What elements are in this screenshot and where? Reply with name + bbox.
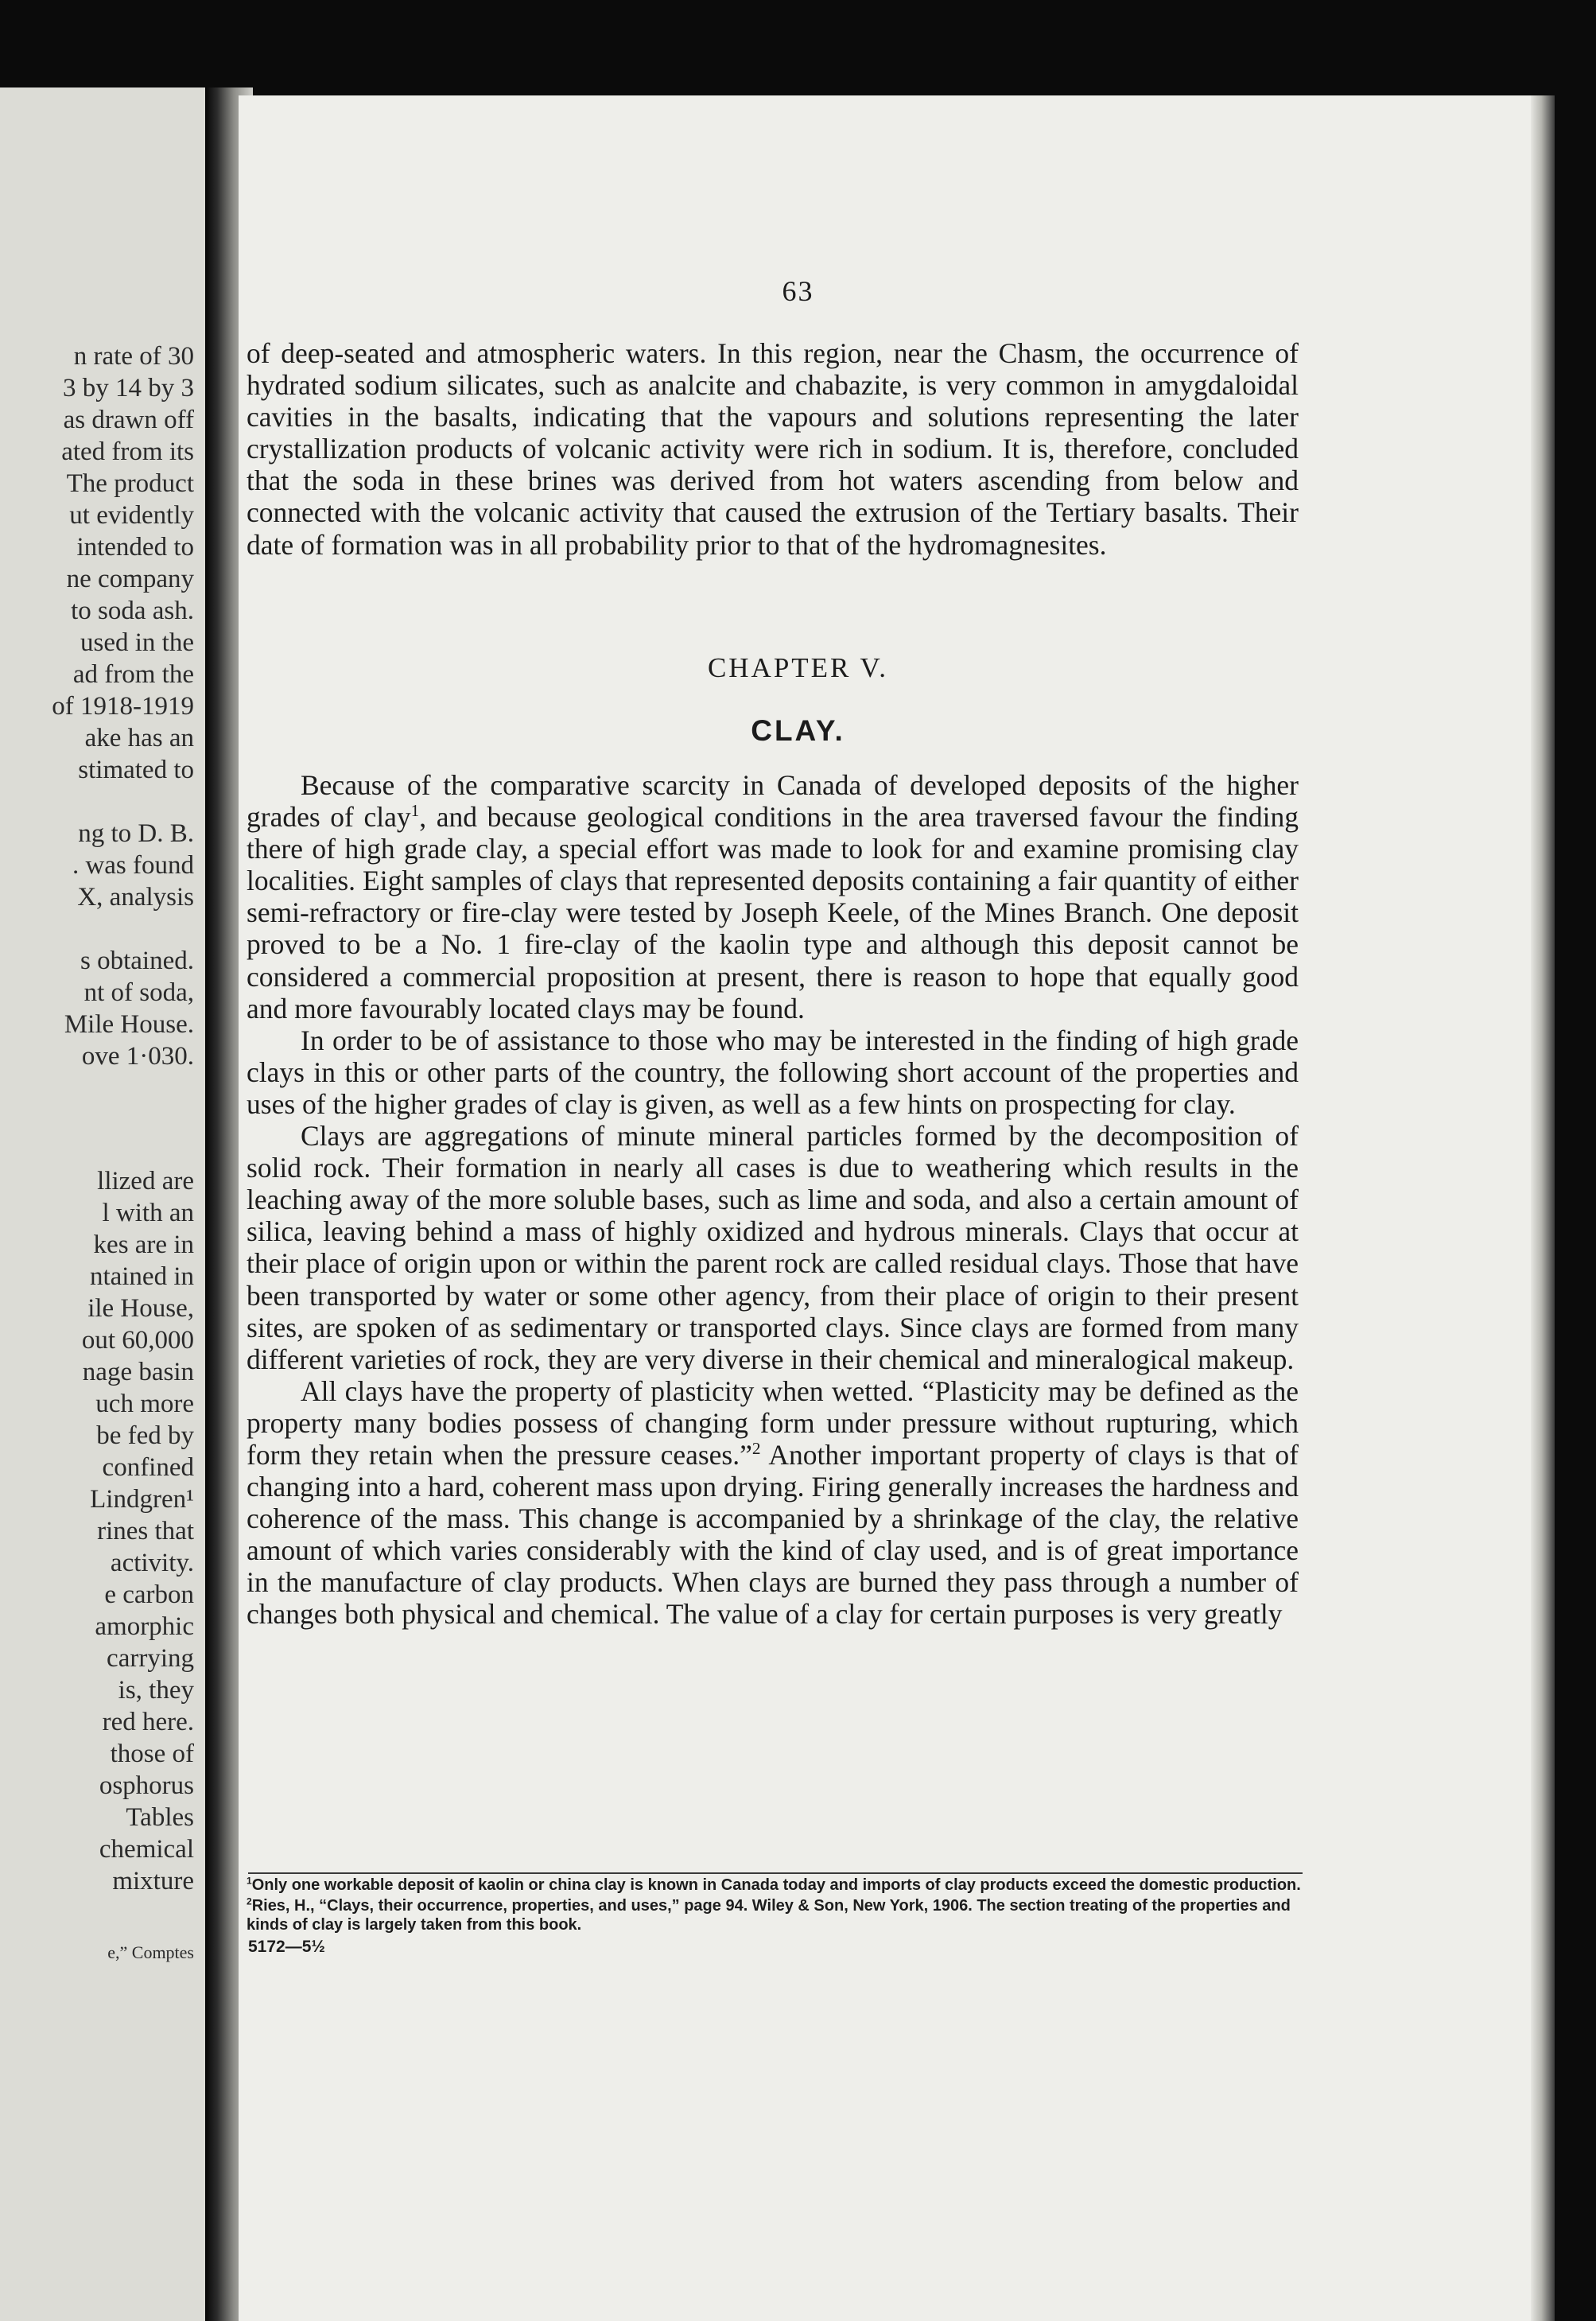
footnote-1-text: Only one workable deposit of kaolin or china clay is known in Canada today and imports of clay products exceed the domestic production. — [251, 1876, 1301, 1894]
intro-paragraph — [247, 337, 1299, 561]
footnote-ref-1: 1 — [410, 801, 420, 821]
left-page-line: ad from the — [72, 660, 194, 689]
left-page-line: e,” Comptes — [107, 1942, 194, 1962]
left-page-line: used in the — [80, 628, 194, 657]
paragraph-3: Clays are aggregations of minute mineral particles formed by the decomposition of solid rock. Their formation in nearly all cases is due to weathering which results in the leaching away of the more soluble bases, such as lime and soda, and also a certain amount of silica, leaving behind a mass of highly oxidized and hydrous minerals. Clays that occur at their place of origin upon or within the parent rock are called residual clays. Those that have been transported by water or some other agency, from their place of origin to their present sites, are spoken of as sedimentary or transported clays. Since clays are formed from many different varieties of rock, they are very diverse in their chemical and mineralogical makeup. — [247, 1120, 1299, 1375]
left-page-line: amorphic — [95, 1612, 194, 1641]
left-page-line: those of — [110, 1740, 194, 1768]
left-page-line: 3 by 14 by 3 — [63, 374, 194, 402]
left-page-line: e carbon — [104, 1580, 194, 1609]
left-page-line: ut evidently — [69, 501, 194, 530]
left-page-line: to soda ash. — [71, 597, 194, 625]
left-page-line: activity. — [110, 1549, 194, 1577]
page-number: 63 — [782, 275, 814, 307]
left-page-line: uch more — [95, 1390, 194, 1418]
left-page-line: Lindgren¹ — [90, 1485, 194, 1514]
footnotes — [247, 1876, 1304, 1934]
left-page-line: chemical — [99, 1835, 194, 1864]
page-edge — [1531, 95, 1555, 2321]
left-page-line: ntained in — [89, 1262, 194, 1291]
left-page-line: mixture — [112, 1867, 194, 1895]
paragraph-4 — [247, 1375, 1299, 1631]
left-page-line: confined — [102, 1453, 194, 1482]
paragraph-2: In order to be of assistance to those who may be interested in the finding of high grade clays in this or other parts of the country, the following short account of the properties and uses of the higher grades of clay is given, as well as a few hints on prospecting for clay. — [247, 1024, 1299, 1120]
left-page-line: ove 1·030. — [81, 1042, 194, 1071]
left-page-line: osphorus — [99, 1771, 194, 1800]
left-page-line: red here. — [102, 1708, 194, 1736]
left-page-line: carrying — [107, 1644, 194, 1673]
chapter-heading: CHAPTER V. — [707, 652, 889, 683]
left-page-line: nage basin — [82, 1358, 194, 1386]
footnote-ref-2: 2 — [751, 1439, 761, 1459]
left-page-line: . was found — [72, 851, 194, 880]
paragraph-1-text-a: Because of the comparative scarcity in Canada of developed deposits of the higher grades of clay — [247, 769, 1299, 834]
left-page-line: intended to — [76, 533, 194, 562]
left-page-line: l with an — [102, 1199, 194, 1227]
left-page-line: X, analysis — [77, 883, 194, 912]
left-page-line: The product — [66, 469, 194, 498]
left-page-line: ne company — [66, 565, 194, 593]
footnote-1 — [247, 1876, 1304, 1895]
intro-text: of deep-seated and atmospheric waters. In this region, near the Chasm, the occurrence of hydrated sodium silicates, such as analcite and chabazite, is very common in amygdaloidal cavities in the basalts, indicating that the vapours and solutions representing the later crystallization products of volcanic activity were rich in sodium. It is, therefore, concluded that the soda in these brines was derived from hot waters ascending from below and connected with the volcanic activity that caused the extrusion of the Tertiary basalts. Their date of formation was in all probability prior to that of the hydromagnesites. — [247, 337, 1299, 561]
left-page-line: ated from its — [61, 437, 194, 466]
chapter-title: CLAY. — [751, 714, 845, 747]
left-page-line: ng to D. B. — [78, 819, 194, 848]
left-page-line: kes are in — [93, 1230, 194, 1259]
paragraph-1 — [247, 769, 1299, 1024]
left-page-line: llized are — [97, 1167, 194, 1195]
left-page-line: stimated to — [78, 756, 194, 784]
body-text — [247, 769, 1299, 1631]
left-page-line: of 1918-1919 — [52, 692, 194, 721]
left-page-line: nt of soda, — [83, 978, 194, 1007]
paragraph-4-text-b: Another important property of clays is that of changing into a hard, coherent mass upon drying. Firing generally increases the hardness and coherence of the mass. This change is accompanied by a shrinkage of the clay, the relative amount of which varies considerably with the kind of clay used, and is of great importance in the manufacture of clay products. When clays are burned they pass through a number of changes both physical and chemical. The value of a clay for certain purposes is very greatly — [247, 1438, 1299, 1631]
left-page-line: n rate of 30 — [73, 342, 194, 371]
footnote-1-mark: 1 — [247, 1875, 252, 1887]
left-page-line: s obtained. — [80, 947, 194, 975]
left-page-line: ake has an — [84, 724, 194, 752]
paragraph-1-text-b: , and because geological conditions in the area traversed favour the finding there of high grade clay, a special effort was made to look for and examine promising clay localities. Eight samples of clays that represented deposits containing a fair quantity of either semi-refractory or fire-clay were tested by Joseph Keele, of the Mines Branch. One deposit proved to be a No. 1 fire-clay of the kaolin type and although this deposit cannot be considered a commercial proposition at present, there is reason to hope that equally good and more favourably located clays may be found. — [247, 801, 1299, 1024]
left-page-line: be fed by — [96, 1421, 194, 1450]
left-page-line: ile House, — [87, 1294, 194, 1323]
footnote-rule — [248, 1872, 1303, 1874]
paragraph-4-text-a: All clays have the property of plasticity when wetted. “Plasticity may be defined as the property many bodies possess of changing form under pressure without rupturing, which form they retain when the pressure ceases.” — [247, 1374, 1299, 1471]
printer-signature: 5172—5½ — [248, 1938, 325, 1956]
footnote-2-text: Ries, H., “Clays, their occurrence, properties, and uses,” page 94. Wiley & Son, New York, 1906. The section treating of the properties and kinds of clay is largely taken from this book. — [247, 1897, 1291, 1934]
left-page-line: is, they — [118, 1676, 194, 1705]
footnote-2-mark: 2 — [247, 1895, 252, 1907]
footnote-2 — [247, 1896, 1304, 1934]
left-page-line: out 60,000 — [81, 1326, 194, 1355]
left-page-line: Tables — [126, 1803, 194, 1832]
left-facing-page — [0, 87, 205, 2321]
left-page-line: as drawn off — [63, 406, 194, 434]
left-page-line: rines that — [97, 1517, 194, 1545]
left-page-line: Mile House. — [64, 1010, 194, 1039]
